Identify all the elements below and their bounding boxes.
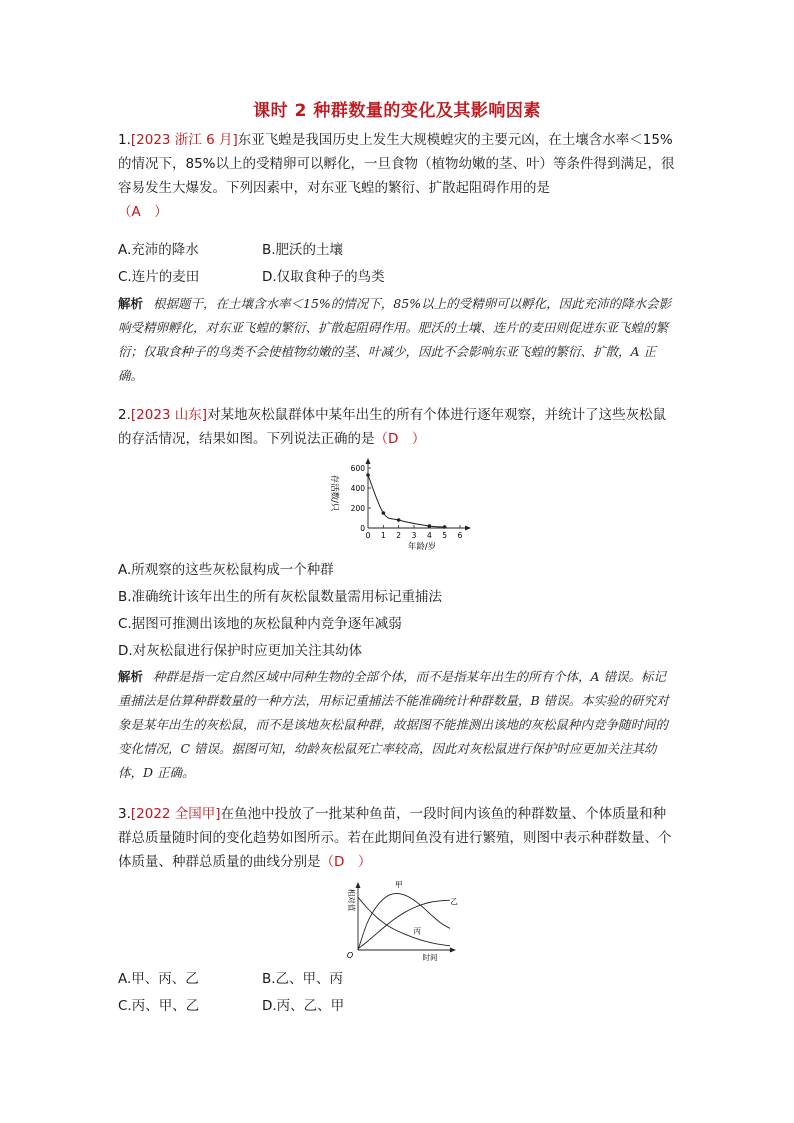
answer-close: ） bbox=[344, 854, 372, 870]
survival-chart bbox=[318, 456, 478, 556]
option-a[interactable]: A.所观察的这些灰松鼠构成一个种群 bbox=[118, 562, 334, 578]
option-c[interactable]: C.丙、甲、乙 bbox=[118, 998, 200, 1014]
answer-open: （ bbox=[118, 204, 132, 220]
option-b[interactable]: B.乙、甲、丙 bbox=[262, 971, 344, 987]
y-tick-label: 400 bbox=[350, 484, 365, 493]
q2-option-a-line bbox=[118, 558, 698, 582]
chart-axes bbox=[366, 458, 472, 531]
explanation-text: 种群是指一定自然区域中同种生物的全部个体，而不是指某年出生的所有个体，A 错误。标记重捕法是估算种群数量的一种方法，用标记重捕法不能准确统计种群数量，B 错误。本实验的研究对象是某年出生的灰松鼠，而不是该地灰松鼠种群，故据图不能推测出该地的灰松鼠种内竞争随时间的变化情况，C 错误。据图可知，幼龄灰松鼠死亡率较高，因此对灰松鼠进行保护时应更加关注其幼体，D 正确。 bbox=[118, 669, 669, 780]
question-3 bbox=[118, 802, 678, 874]
answer-close: ） bbox=[398, 431, 426, 447]
option-c[interactable]: C.连片的麦田 bbox=[118, 269, 200, 285]
answer-letter: D bbox=[334, 854, 345, 870]
explanation-text: 根据题干，在土壤含水率＜15%的情况下，85%以上的受精卵可以孵化，因此充沛的降水会影响受精卵孵化，对东亚飞蝗的繁衍、扩散起阻碍作用。肥沃的土壤、连片的麦田则促进东亚飞蝗的繁衍；仅取食种子的鸟类不会使植物幼嫩的茎、叶减少，因此不会影响东亚飞蝗的繁衍、扩散，A 正确。 bbox=[118, 296, 672, 383]
answer-letter: A bbox=[131, 204, 141, 220]
explanation-label: 解析 bbox=[118, 296, 144, 311]
answer-open: （ bbox=[374, 431, 388, 447]
question-number: 1. bbox=[118, 132, 131, 148]
option-a[interactable]: A.甲、丙、乙 bbox=[118, 971, 199, 987]
data-point bbox=[443, 525, 447, 529]
origin-label: O bbox=[346, 951, 354, 960]
q2-option-c-line bbox=[118, 612, 698, 636]
question-number: 3. bbox=[118, 806, 131, 822]
option-d[interactable]: D.仅取食种子的鸟类 bbox=[262, 269, 385, 285]
option-d[interactable]: D.丙、乙、甲 bbox=[262, 998, 345, 1014]
y-axis-label: 存活数/只 bbox=[329, 474, 339, 512]
data-point bbox=[397, 518, 401, 522]
curve-label: 甲 bbox=[395, 880, 403, 890]
explanation-1 bbox=[118, 292, 678, 388]
survival-line bbox=[368, 475, 445, 527]
x-tick-label: 4 bbox=[426, 531, 432, 540]
option-d[interactable]: D.对灰松鼠进行保护时应更加关注其幼体 bbox=[118, 643, 363, 659]
data-point bbox=[428, 524, 432, 528]
x-axis-label: 年龄/岁 bbox=[407, 542, 437, 552]
y-axis-label: 相对值 bbox=[347, 888, 356, 912]
explanation-2 bbox=[118, 665, 678, 785]
explanation-label: 解析 bbox=[118, 669, 144, 684]
option-a[interactable]: A.充沛的降水 bbox=[118, 242, 199, 258]
curve-甲 bbox=[358, 893, 450, 950]
answer-letter: D bbox=[388, 431, 399, 447]
x-tick-label: 0 bbox=[365, 531, 371, 540]
question-number: 2. bbox=[118, 407, 131, 423]
curve-乙 bbox=[358, 900, 450, 949]
answer-close: ） bbox=[140, 204, 168, 220]
x-tick-label: 1 bbox=[380, 531, 386, 540]
option-c[interactable]: C.据图可推测出该地的灰松鼠种内竞争逐年减弱 bbox=[118, 616, 402, 632]
data-point bbox=[366, 473, 370, 477]
q2-option-d-line bbox=[118, 639, 698, 663]
question-source: [2023 山东] bbox=[130, 407, 208, 423]
question-source: [2022 全国甲] bbox=[130, 806, 221, 822]
question-stem: 东亚飞蝗是我国历史上发生大规模蝗灾的主要元凶，在土壤含水率＜15%的情况下，85%以上的受精卵可以孵化，一旦食物（植物幼嫩的茎、叶）等条件得到满足，很容易发生大爆发。下列因素中，对东亚飞蝗的繁衍、扩散起阻碍作用的是 bbox=[118, 132, 675, 196]
x-tick-label: 5 bbox=[442, 531, 448, 540]
x-tick-label: 3 bbox=[411, 531, 417, 540]
question-2 bbox=[118, 403, 678, 451]
y-tick-label: 600 bbox=[350, 464, 365, 473]
curve-label: 乙 bbox=[450, 897, 458, 907]
answer-open: （ bbox=[320, 854, 334, 870]
y-tick-label: 0 bbox=[360, 524, 365, 533]
x-tick-label: 6 bbox=[457, 531, 463, 540]
question-1 bbox=[118, 128, 678, 224]
question-stem: 对某地灰松鼠群体中某年出生的所有个体进行逐年观察，并统计了这些灰松鼠的存活情况，结果如图。下列说法正确的是 bbox=[118, 407, 667, 447]
y-tick-label: 200 bbox=[350, 504, 365, 513]
question-stem: 在鱼池中投放了一批某种鱼苗，一段时间内该鱼的种群数量、个体质量和种群总质量随时间的变化趋势如图所示。若在此期间鱼没有进行繁殖，则图中表示种群数量、个体质量、种群总质量的曲线分别是 bbox=[118, 806, 672, 870]
q2-option-b-line bbox=[118, 585, 698, 609]
page-title: 课时 2 种群数量的变化及其影响因素 bbox=[253, 101, 541, 121]
option-b[interactable]: B.肥沃的土壤 bbox=[262, 242, 344, 258]
curve-丙 bbox=[358, 897, 450, 946]
curve-label: 丙 bbox=[413, 926, 421, 936]
data-point bbox=[382, 511, 386, 515]
option-b[interactable]: B.准确统计该年出生的所有灰松鼠数量需用标记重捕法 bbox=[118, 589, 443, 605]
trend-chart bbox=[328, 880, 468, 964]
question-source: [2023 浙江 6 月] bbox=[130, 132, 238, 148]
x-axis-label: 时间 bbox=[422, 953, 438, 962]
x-tick-label: 2 bbox=[396, 531, 402, 540]
